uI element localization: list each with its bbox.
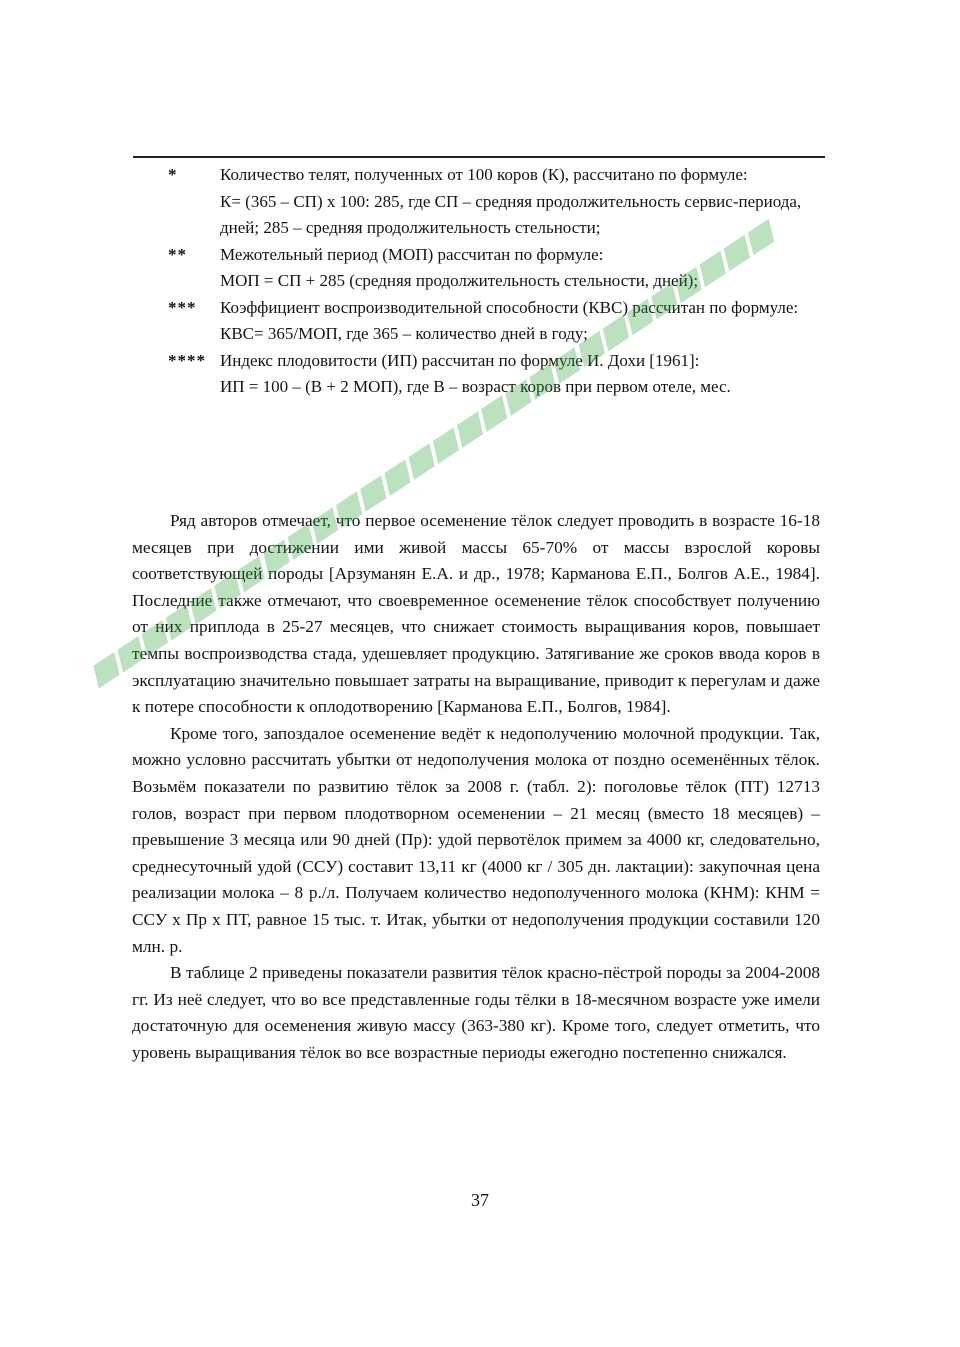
footnote-2 (168, 242, 828, 295)
footnote-text: Индекс плодовитости (ИП) рассчитан по формуле И. Дохи [1961]: (220, 350, 700, 370)
footnote-1 (168, 162, 828, 242)
footnote-mark: *** (168, 297, 197, 317)
body-text (132, 508, 820, 1066)
footnote-text: Межотельный период (МОП) рассчитан по формуле: (220, 244, 604, 264)
footnote-3 (168, 295, 828, 348)
footnote-mark: ** (168, 244, 187, 264)
footnote-mark: **** (168, 350, 206, 370)
footnotes-block (168, 162, 828, 401)
footnote-text: Количество телят, полученных от 100 коров (К), рассчитано по формуле: (220, 165, 748, 184)
footnote-formula: К= (365 – СП) х 100: 285, где СП – средняя продолжительность сервис-периода, дней; 285 – средняя продолжительность стельности; (220, 191, 802, 237)
footnote-formula: МОП = СП + 285 (средняя продолжительность стельности, дней); (220, 271, 699, 290)
footnote-separator-line (133, 156, 825, 158)
paragraph-3: В таблице 2 приведены показатели развития тёлок красно-пёстрой породы за 2004-2008 гг. Из неё следует, что во все представленные годы тёлки в 18-месячном возрасте уже имели достаточную для осеменения живую массу (363-380 кг). Кроме того, следует отметить, что уровень выращивания тёлок во все возрастные периоды ежегодно постепенно снижался. (132, 963, 820, 1062)
paragraph-1: Ряд авторов отмечает, что первое осеменение тёлок следует проводить в возрасте 16-18 месяцев при достижении ими живой массы 65-70% от массы взрослой коровы соответствующей породы [Арзуманян Е.А. и др., 1978; Карманова Е.П., Болгов А.Е., 1984]. Последние также отмечают, что своевременное осеменение тёлок способствует получению от них приплода в 25-27 месяцев, что снижает стоимость выращивания коров, повышает темпы воспроизводства стада, удешевляет продукцию. Затягивание же сроков ввода коров в эксплуатацию значительно повышает затраты на выращивание, приводит к перегулам и даже к потере способности к оплодотворению [Карманова Е.П., Болгов, 1984]. (132, 511, 820, 717)
footnote-4 (168, 348, 828, 401)
footnote-text: Коэффициент воспроизводительной способности (КВС) рассчитан по формуле: (220, 297, 799, 317)
paragraph-2: Кроме того, запоздалое осеменение ведёт к недополучению молочной продукции. Так, можно условно рассчитать убытки от недополучения молока от поздно осеменённых тёлок. Возьмём показатели по развитию тёлок за 2008 г. (табл. 2): поголовье тёлок (ПТ) 12713 голов, возраст при первом плодотворном осеменении – 21 месяц (вместо 18 месяцев) – превышение 3 месяца или 90 дней (Пр): удой первотёлок примем за 4000 кг, следовательно, среднесуточный удой (ССУ) составит 13,11 кг (4000 кг / 305 дн. лактации): закупочная цена реализации молока – 8 р./л. Получаем количество недополученного молока (КНМ): КНМ = ССУ х Пр х ПТ, равное 15 тыс. т. Итак, убытки от недополучения продукции составили 120 млн. р. (132, 723, 820, 956)
footnote-mark: * (168, 165, 178, 184)
footnote-formula: КВС= 365/МОП, где 365 – количество дней в году; (220, 324, 588, 343)
footnote-formula: ИП = 100 – (В + 2 МОП), где В – возраст коров при первом отеле, мес. (220, 377, 731, 396)
page-number: 37 (471, 1190, 489, 1210)
